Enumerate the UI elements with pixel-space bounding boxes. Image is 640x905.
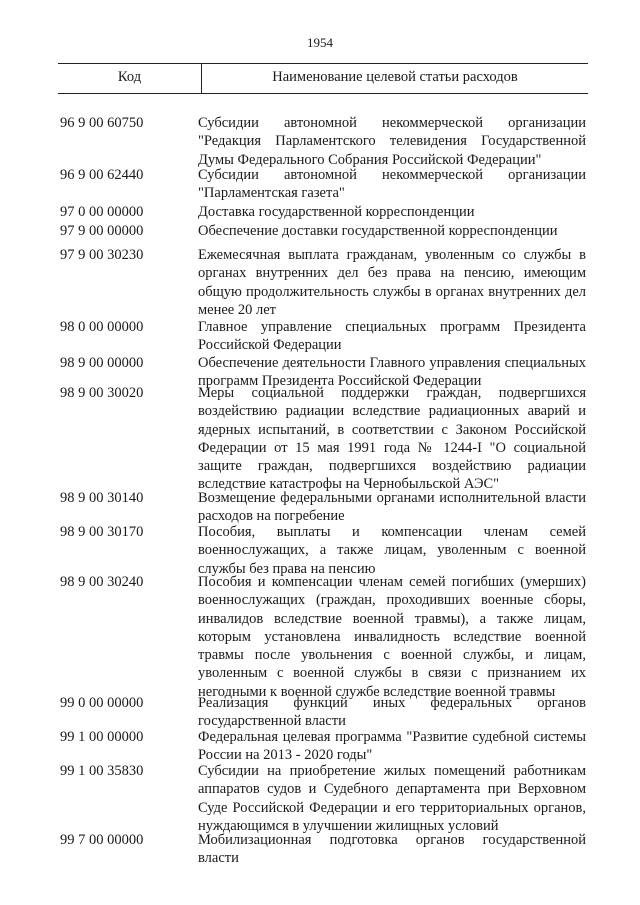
row-code: 98 0 00 00000 <box>60 319 144 335</box>
table-row <box>60 203 588 222</box>
table-row <box>60 222 588 246</box>
row-code: 99 1 00 00000 <box>60 729 144 745</box>
row-name: Субсидии автономной некоммерческой организации "Редакция Парламентского телевидения Государственной Думы Федерального Собрания Российской Федерации" <box>198 115 586 168</box>
budget-table <box>60 114 588 867</box>
row-code: 99 0 00 00000 <box>60 695 144 711</box>
row-code: 97 9 00 00000 <box>60 223 144 239</box>
table-row <box>60 728 588 762</box>
table-row <box>60 114 588 166</box>
row-name: Федеральная целевая программа "Развитие судебной системы России на 2013 - 2020 годы" <box>198 729 586 764</box>
table-row <box>60 573 588 700</box>
row-code: 96 9 00 62440 <box>60 167 144 183</box>
table-row <box>60 489 588 523</box>
row-code: 98 9 00 30170 <box>60 524 144 540</box>
page-number: 1954 <box>307 35 333 50</box>
table-row <box>60 762 588 834</box>
row-name: Реализация функций иных федеральных органов государственной власти <box>198 695 586 730</box>
row-code: 99 1 00 35830 <box>60 763 144 779</box>
row-code: 97 0 00 00000 <box>60 204 144 220</box>
table-row <box>60 694 588 728</box>
table-row <box>60 831 588 867</box>
table-header <box>58 63 588 94</box>
column-header-name: Наименование целевой статьи расходов <box>272 69 518 85</box>
row-name: Пособия и компенсации членам семей погибших (умерших) военнослужащих (граждан, проходивших военные сборы, инвалидов вследствие военной травмы), а также лицам, которым установлена инвалидность вследствие военной травмы после увольнения с военной службы, и лицам, уволенным с военной службы в связи с признанием их негодными к военной службе вследствие военной травмы <box>198 574 586 700</box>
table-row <box>60 246 588 318</box>
row-code: 96 9 00 60750 <box>60 115 144 131</box>
row-name: Субсидии автономной некоммерческой организации "Парламентская газета" <box>198 167 586 202</box>
row-code: 98 9 00 30140 <box>60 490 144 506</box>
row-name: Меры социальной поддержки граждан, подвергшихся воздействию радиации вследствие радиационных аварий и ядерных испытаний, в соответствии с Законом Российской Федерации от 15 мая 1991 года № 1244-I "О социальной защите граждан, подвергшихся воздействию радиации вследствие катастрофы на Чернобыльской АЭС" <box>198 385 586 493</box>
table-row <box>60 523 588 577</box>
row-code: 98 9 00 30020 <box>60 385 144 401</box>
row-name: Обеспечение деятельности Главного управления специальных программ Президента Российской Федерации <box>198 355 586 390</box>
table-row <box>60 354 588 390</box>
column-header-code: Код <box>117 69 142 85</box>
row-name: Мобилизационная подготовка органов государственной власти <box>198 832 586 867</box>
table-row <box>60 166 588 203</box>
row-code: 98 9 00 00000 <box>60 355 144 371</box>
row-name: Доставка государственной корреспонденции <box>198 204 475 220</box>
row-code: 97 9 00 30230 <box>60 247 144 263</box>
row-name: Пособия, выплаты и компенсации членам семей военнослужащих, а также лицам, уволенным с военной службы без права на пенсию <box>198 524 586 577</box>
table-row <box>60 384 588 493</box>
table-row <box>60 318 588 354</box>
row-name: Главное управление специальных программ Президента Российской Федерации <box>198 319 586 354</box>
row-code: 99 7 00 00000 <box>60 832 144 848</box>
row-name: Возмещение федеральными органами исполнительной власти расходов на погребение <box>198 490 586 525</box>
row-name: Ежемесячная выплата гражданам, уволенным со службы в органах внутренних дел без права на пенсию, имеющим общую продолжительность службы в органах внутренних дел менее 20 лет <box>198 247 586 318</box>
row-code: 98 9 00 30240 <box>60 574 144 590</box>
row-name: Обеспечение доставки государственной корреспонденции <box>198 223 558 239</box>
row-name: Субсидии на приобретение жилых помещений работникам аппаратов судов и Судебного департамента при Верховном Суде Российской Федерации и его территориальных органов, нуждающимся в улучшении жилищных условий <box>198 763 586 834</box>
